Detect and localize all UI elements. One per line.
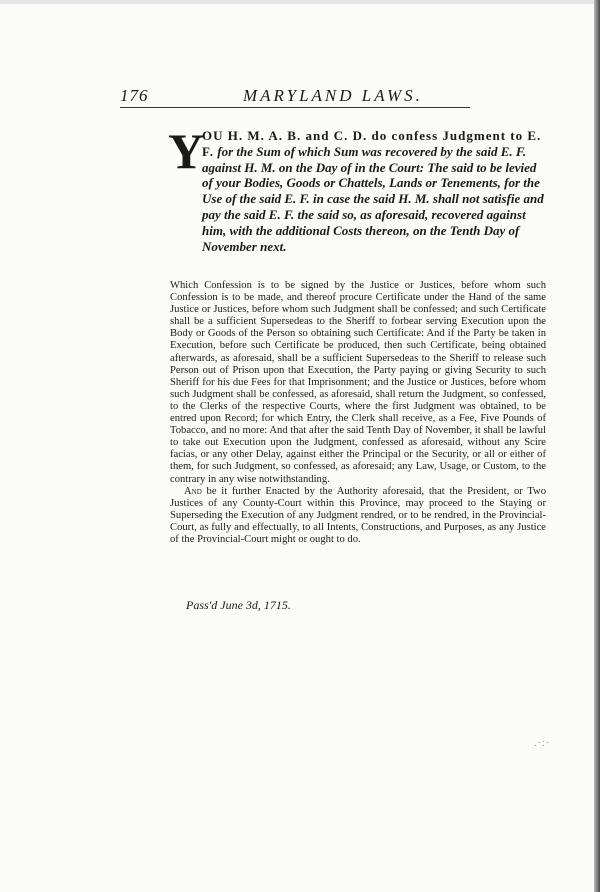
form-body: for the Sum of which Sum was recovered by the said E. F. against H. M. on the Day of in the Court: The said to be levied of your Bodies, Goods or Chattels, Lands or Tenements, for the Use of the said E. F. in case the said H. M. shall not satisfie and pay the said E. F. the said so, as aforesaid, recovered against him, with the additional Costs thereon, on the Tenth Day of November next. xyxy=(202,143,544,254)
paragraph-1: Which Confession is to be signed by the Justice or Justices, before whom such Confession is to be made, and thereof procure Certificate under the Hand of the same Justice or Justices, before whom such Judgment shall be confessed; and such Certificate shall be a sufficient Supersedeas to the Sheriff to forbear serving Execution upon the Body or Goods of the Person so obtaining such Certificate: And if the Party be taken in Execution, before such Certificate be produced, then such Certificate, being obtained afterwards, as aforesaid, shall be a sufficient Supersedeas to the Sheriff to release such Person out of Prison upon that Execution, the Party paying or giving Security to such Sheriff for his due Fees for that Imprisonment; and the Justice or Justices, before whom such Judgment shall be confessed, as aforesaid, shall return the Judgment, so confessed, to the Clerks of the respective Courts, where the first Judgment was obtained, to be entred upon Record; for which Entry, the Clerk shall receive, as a Fee, Five Pounds of Tobacco, and no more: And that after the said Tenth Day of November, it shall be lawful to take out Execution upon the Judgment, confessed as aforesaid, without any Scire facias, or any other Delay, against either the Principal or the Security, or all or either of them, for such Judgment, so confessed, as aforesaid; any Law, Usage, or Custom, to the contrary in any wise notwithstanding. xyxy=(170,280,546,485)
page-speck: .·:· xyxy=(534,738,550,749)
paragraph-2-lead: And xyxy=(184,485,202,497)
page-number: 176 xyxy=(120,86,149,105)
form-text xyxy=(202,128,548,254)
page-header xyxy=(120,86,470,108)
form-lead: OU H. M. A. B. and C. D. do confess Judgment to E. F. xyxy=(202,128,542,159)
passed-date: Pass'd June 3d, 1715. xyxy=(186,598,291,612)
paragraph-2-text: be it further Enacted by the Authority aforesaid, that the President, or Two Justices of any County-Court within this Province, may proceed to the Staying or Superseding the Execution of any Judgment rendred, or to be rendred, in the Provincial-Court, as fully and effectually, to all Intents, Constructions, and Purposes, as any Justice of the Provincial-Court might or ought to do. xyxy=(170,485,547,545)
confession-form xyxy=(168,123,548,254)
page-top-edge xyxy=(0,0,600,4)
running-head: MARYLAND LAWS. xyxy=(243,86,423,105)
drop-cap: Y xyxy=(168,123,205,179)
page-binding-edge xyxy=(594,0,600,892)
paragraph-2 xyxy=(170,486,546,546)
header-rule xyxy=(120,107,470,108)
body-text xyxy=(170,280,546,546)
